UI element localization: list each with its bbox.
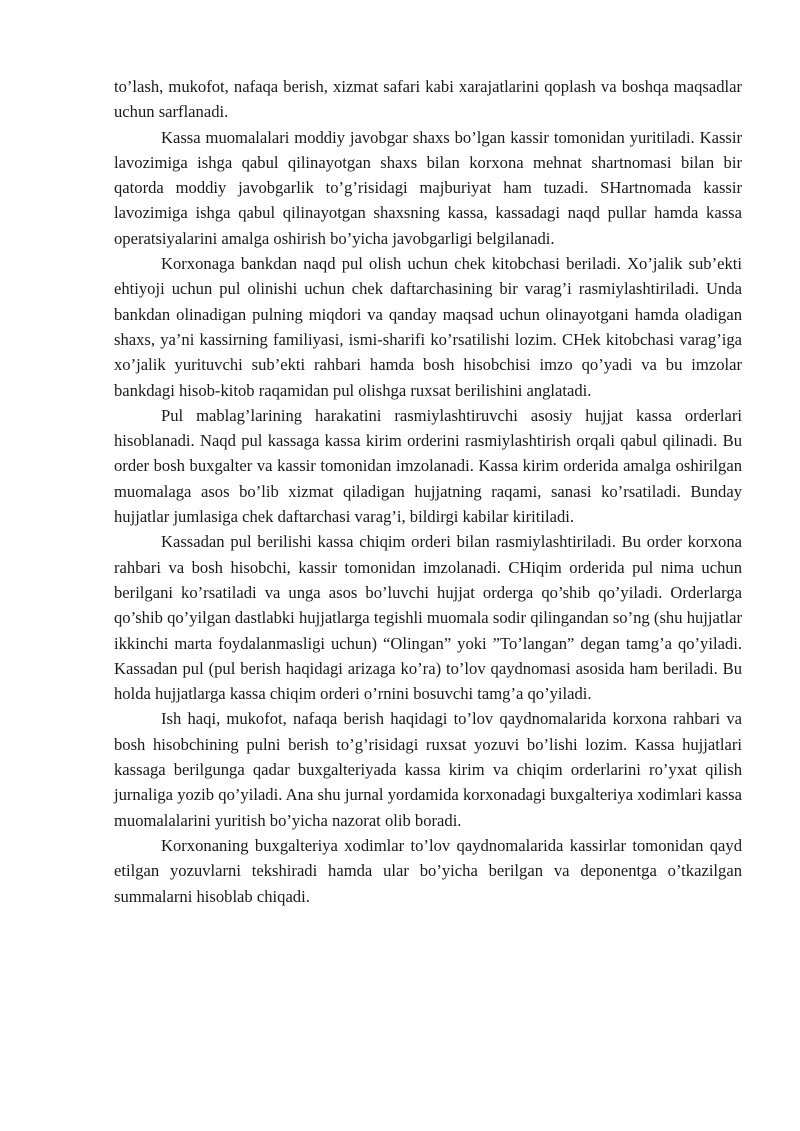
- document-page: [114, 74, 742, 909]
- paragraph-2: Kassa muomalalari moddiy javobgar shaxs bo’lgan kassir tomonidan yuritiladi. Kassir lavozimiga ishga qabul qilinayotgan shaxs bilan korxona mehnat shartnomasi bilan bir qatorda moddiy javobgarlik to’g’risidagi majburiyat ham tuzadi. SHartnomada kassir lavozimiga ishga qabul qilinayotgan shaxsning kassa, kassadagi naqd pullar hamda kassa operatsiyalarini amalga oshirish bo’yicha javobgarligi belgilanadi.: [114, 127, 742, 248]
- paragraph-7: Korxonaning buxgalteriya xodimlar to’lov qaydnomalarida kassirlar tomonidan qayd etilgan yozuvlarni tekshiradi hamda ular bo’yicha berilgan va deponentga o’tkazilgan summalarni hisoblab chiqadi.: [114, 835, 742, 906]
- paragraph-6: Ish haqi, mukofot, nafaqa berish haqidagi to’lov qaydnomalarida korxona rahbari va bosh hisobchining pulni berish to’g’risidagi ruxsat yozuvi bo’lishi lozim. Kassa hujjatlari kassaga berilgunga qadar buxgalteriyada kassa kirim va chiqim orderlarini ro’yxat qilish jurnaliga yozib qo’yiladi. Ana shu jurnal yordamida korxonadagi buxgalteriya xodimlari kassa muomalalarini yuritish bo’yicha nazorat olib boradi.: [114, 709, 742, 830]
- paragraph-4: Pul mablag’larining harakatini rasmiylashtiruvchi asosiy hujjat kassa orderlari hisoblanadi. Naqd pul kassaga kassa kirim orderini rasmiylashtirish orqali qabul qilinadi. Bu order bosh buxgalter va kassir tomonidan imzolanadi. Kassa kirim orderida amalga oshirilgan muomalaga asos bo’lib xizmat qiladigan hujjatning raqami, sanasi ko’rsatiladi. Bunday hujjatlar jumlasiga chek daftarchasi varag’i, bildirgi kabilar kiritiladi.: [114, 405, 742, 527]
- paragraph-1: to’lash, mukofot, nafaqa berish, xizmat safari kabi xarajatlarini qoplash va boshqa maqsadlar uchun sarflanadi.: [114, 77, 742, 122]
- paragraph-5: Kassadan pul berilishi kassa chiqim orderi bilan rasmiylashtiriladi. Bu order korxona rahbari va bosh hisobchi, kassir tomonidan imzolanadi. CHiqim orderida pul nima uchun berilgani ko’rsatiladi va unga asos bo’luvchi hujjat orderga qo’shib qo’yiladi. Orderlarga qo’shib qo’yilgan dastlabki hujjatlarga tegishli muomala sodir qilingandan so’ng (shu hujjatlar ikkinchi marta foydalanmasligi uchun) “Olingan” yoki ”To’langan” degan tamg’a qo’yiladi. Kassadan pul (pul berish haqidagi arizaga ko’ra) to’lov qaydnomasi asosida ham beriladi. Bu holda hujjatlarga kassa chiqim orderi o’rnini bosuvchi tamg’a qo’yiladi.: [114, 532, 742, 704]
- paragraph-3: Korxonaga bankdan naqd pul olish uchun chek kitobchasi beriladi. Xo’jalik sub’ekti ehtiyoji uchun pul olinishi uchun chek daftarchasining bir varag’i rasmiylashtiriladi. Unda bankdan olinadigan pulning miqdori va qanday maqsad uchun olinayotgani hamda oladigan shaxs, ya’ni kassirning familiyasi, ismi-sharifi ko’rsatilishi lozim. CHek kitobchasi varag’iga xo’jalik yurituvchi sub’ekti rahbari hamda bosh hisobchisi imzo qo’yadi va bu imzolar bankdagi hisob-kitob raqamidan pul olishga ruxsat berilishini anglatadi.: [114, 254, 742, 400]
